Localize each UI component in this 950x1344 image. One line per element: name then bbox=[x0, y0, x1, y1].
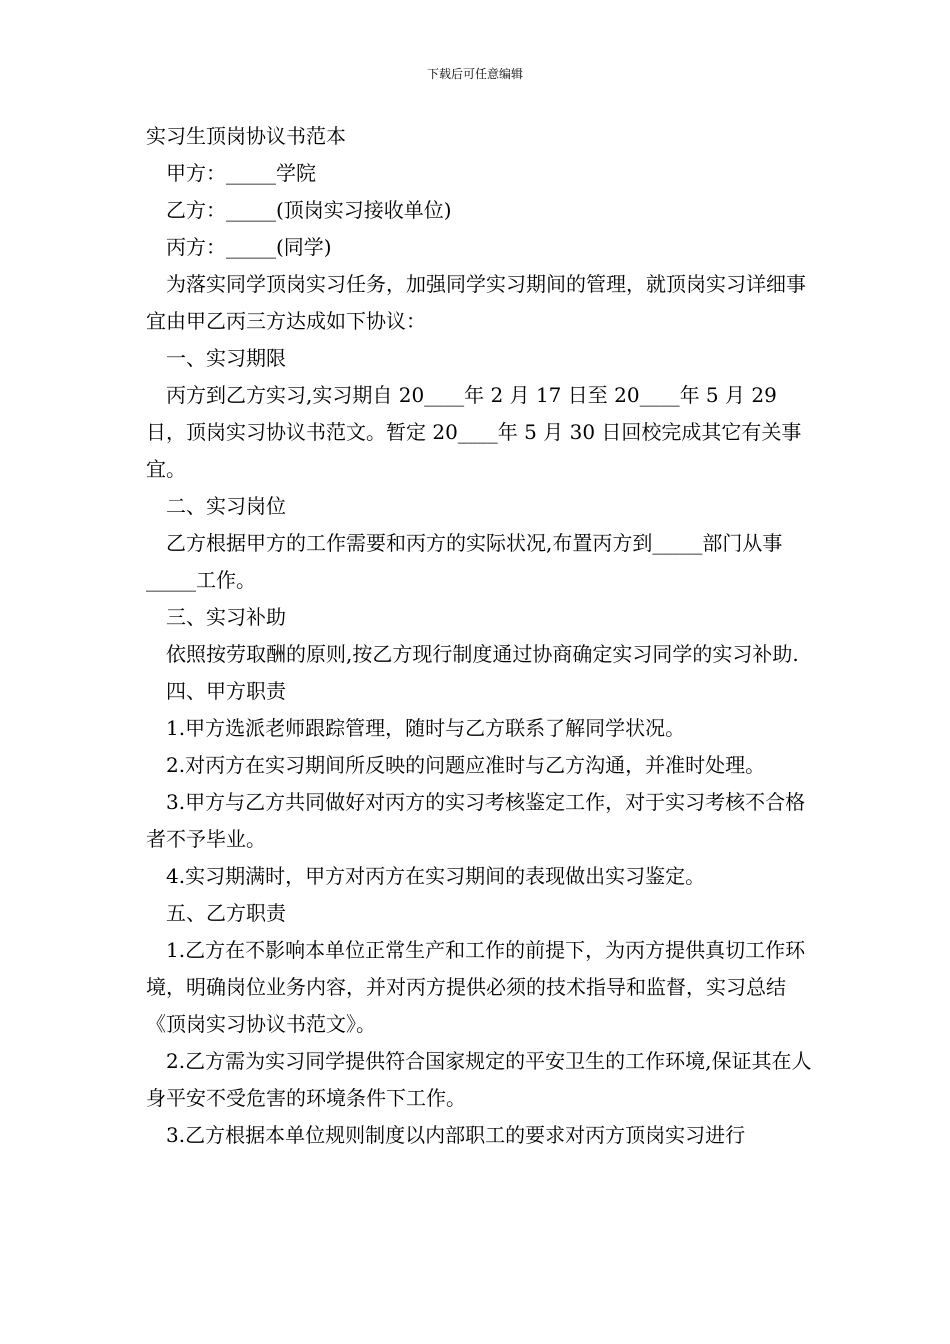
paragraph: 乙方根据甲方的工作需要和丙方的实际状况,布置丙方到_____部门从事_____工作。 bbox=[146, 531, 783, 592]
list-item: 2.乙方需为实习同学提供符合国家规定的平安卫生的工作环境,保证其在人身平安不受危害的环境条件下工作。 bbox=[146, 1049, 812, 1110]
list-item: 3.乙方根据本单位规则制度以内部职工的要求对丙方顶岗实习进行 bbox=[166, 1123, 746, 1147]
section-heading: 三、实习补助 bbox=[166, 605, 286, 629]
paragraph: 依照按劳取酬的原则,按乙方现行制度通过协商确定实习同学的实习补助. bbox=[166, 642, 799, 666]
section-heading: 五、乙方职责 bbox=[166, 901, 286, 925]
party-b-line: 乙方：_____(顶岗实习接收单位) bbox=[166, 198, 452, 222]
section-heading: 一、实习期限 bbox=[166, 346, 286, 370]
list-item: 2.对丙方在实习期间所反映的问题应准时与乙方沟通，并准时处理。 bbox=[166, 753, 766, 777]
party-c-line: 丙方：_____(同学) bbox=[166, 235, 332, 259]
list-item: 1.乙方在不影响本单位正常生产和工作的前提下，为丙方提供真切工作环境，明确岗位业务内容，并对丙方提供必须的技术指导和监督，实习总结《顶岗实习协议书范文》。 bbox=[146, 938, 806, 1036]
list-item: 4.实习期满时，甲方对丙方在实习期间的表现做出实习鉴定。 bbox=[166, 864, 706, 888]
party-a-line: 甲方：_____学院 bbox=[166, 161, 316, 185]
list-item: 3.甲方与乙方共同做好对丙方的实习考核鉴定工作，对于实习考核不合格者不予毕业。 bbox=[146, 790, 806, 851]
document-title: 实习生顶岗协议书范本 bbox=[146, 124, 346, 148]
list-item: 1.甲方选派老师跟踪管理，随时与乙方联系了解同学状况。 bbox=[166, 716, 686, 740]
paragraph: 丙方到乙方实习,实习期自 20____年 2 月 17 日至 20____年 5 月 29 日，顶岗实习协议书范文。暂定 20____年 5 月 30 日回校完成其它有关事宜。 bbox=[146, 383, 802, 481]
section-heading: 二、实习岗位 bbox=[166, 494, 286, 518]
intro-paragraph: 为落实同学顶岗实习任务，加强同学实习期间的管理，就顶岗实习详细事宜由甲乙丙三方达成如下协议： bbox=[146, 272, 806, 333]
page-header: 下载后可任意编辑 bbox=[426, 67, 523, 81]
document-body bbox=[146, 118, 816, 1154]
section-heading: 四、甲方职责 bbox=[166, 679, 286, 703]
